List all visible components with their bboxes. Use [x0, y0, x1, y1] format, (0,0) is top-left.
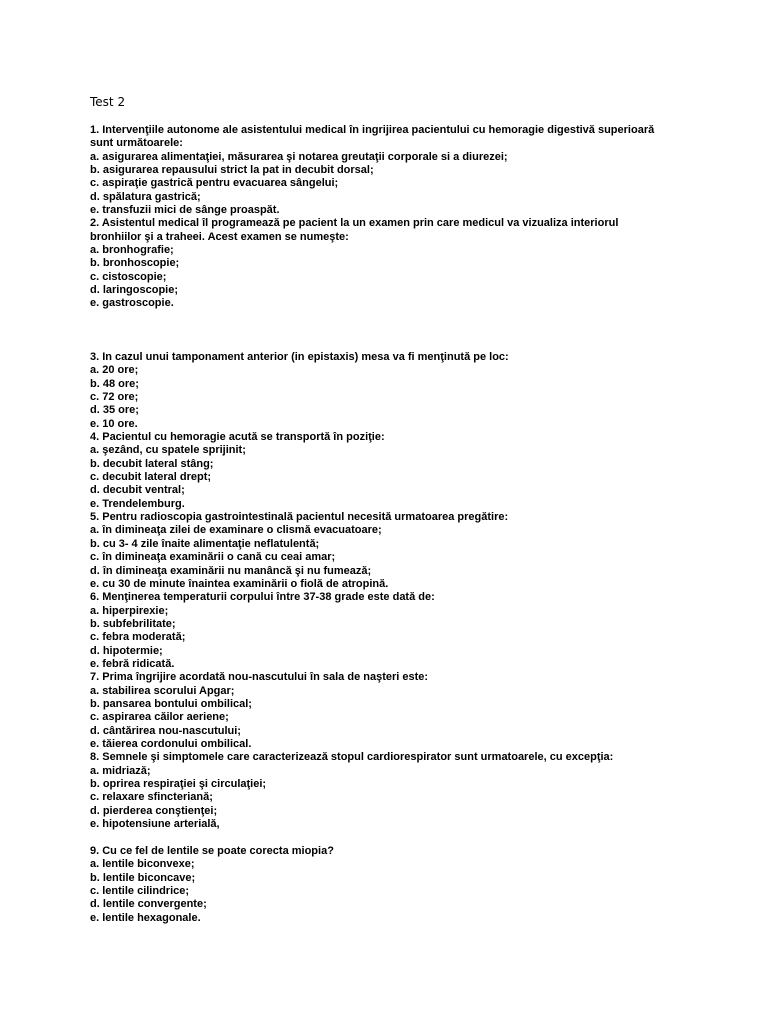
- answer-option: bronhiilor şi a traheei. Acest examen se numeşte:: [90, 230, 349, 243]
- answer-option: c. lentile cilindrice;: [90, 885, 190, 898]
- answer-option: b. lentile biconcave;: [90, 871, 196, 884]
- answer-option: c. 72 ore;: [90, 391, 139, 404]
- answer-option: b. oprirea respiraţiei şi circulaţiei;: [90, 778, 267, 790]
- question-text: 8. Semnele şi simptomele care caracterizează stopul cardiorespirator sunt urmatoarele, cu excepţia:: [90, 751, 614, 764]
- answer-option: b. 48 ore;: [90, 377, 139, 390]
- question-text: 4. Pacientul cu hemoragie acută se transportă în poziţie:: [90, 431, 385, 444]
- answer-option: d. hipotermie;: [90, 644, 163, 657]
- answer-option: a. bronhografie;: [90, 244, 174, 257]
- answer-option: a. 20 ore;: [90, 364, 139, 377]
- answer-option: b. pansarea bontului ombilical;: [90, 697, 252, 710]
- answer-option: e. 10 ore.: [90, 417, 138, 430]
- answer-option: c. decubit lateral drept;: [90, 471, 212, 484]
- answer-option: e. gastroscopie.: [90, 297, 174, 310]
- question-text: 2. Asistentul medical îl programează pe pacient la un examen prin care medicul va vizualiza interiorul: [90, 217, 619, 230]
- answer-option: d. pierderea conştienţei;: [90, 804, 218, 817]
- answer-option: c. aspirarea căilor aeriene;: [90, 711, 229, 724]
- answer-option: d. decubit ventral;: [90, 484, 185, 497]
- answer-option: e. febră ridicată.: [90, 657, 175, 670]
- answer-option: a. midriază;: [90, 764, 151, 777]
- answer-option: e. hipotensiune arterială,: [90, 818, 220, 831]
- answer-option: e. transfuzii mici de sânge proaspăt.: [90, 204, 280, 217]
- answer-option: e. cu 30 de minute înaintea examinării o fiolă de atropină.: [90, 577, 389, 590]
- answer-option: c. aspiraţie gastrică pentru evacuarea sângelui;: [90, 177, 339, 190]
- answer-option: b. cu 3- 4 zile înaite alimentaţie neflatulentă;: [90, 537, 320, 550]
- answer-option: c. cistoscopie;: [90, 270, 167, 283]
- answer-option: c. febra moderată;: [90, 631, 186, 644]
- answer-option: d. în dimineaţa examinării nu manâncă şi nu fumează;: [90, 564, 372, 577]
- question-text: 7. Prima îngrijire acordată nou-nascutului în sala de naşteri este:: [90, 671, 429, 684]
- questions-block-1: [90, 124, 690, 311]
- answer-option: sunt următoarele:: [90, 137, 183, 150]
- answer-option: a. hiperpirexie;: [90, 604, 169, 617]
- answer-option: b. asigurarea repausului strict la pat in decubit dorsal;: [90, 164, 374, 177]
- answer-option: d. cântărirea nou-nascutului;: [90, 724, 241, 737]
- answer-option: d. laringoscopie;: [90, 284, 179, 297]
- answer-option: a. lentile biconvexe;: [90, 858, 195, 871]
- answer-option: d. spălatura gastrică;: [90, 190, 201, 203]
- answer-option: e. tăierea cordonului ombilical.: [90, 737, 252, 750]
- answer-option: d. lentile convergente;: [90, 898, 207, 911]
- question-text: 5. Pentru radioscopia gastrointestinală pacientul necesită urmatoarea pregătire:: [90, 511, 509, 524]
- answer-option: a. şezând, cu spatele sprijinit;: [90, 444, 246, 457]
- question-text: 1. Intervenţiile autonome ale asistentului medical în ingrijirea pacientului cu hemoragie digestivă superioară: [90, 124, 655, 136]
- answer-option: c. în dimineaţa examinării o cană cu ceai amar;: [90, 551, 336, 564]
- questions-block-2: [90, 351, 690, 831]
- answer-option: d. 35 ore;: [90, 404, 139, 417]
- page-title: Test 2: [90, 95, 126, 109]
- answer-option: b. bronhoscopie;: [90, 257, 180, 270]
- answer-option: b. subfebrilitate;: [90, 617, 176, 630]
- question-text: 3. In cazul unui tamponament anterior (in epistaxis) mesa va fi menţinută pe loc:: [90, 351, 509, 363]
- answer-option: e. Trendelemburg.: [90, 497, 185, 510]
- question-text: 9. Cu ce fel de lentile se poate corecta miopia?: [90, 845, 334, 857]
- answer-option: b. decubit lateral stâng;: [90, 457, 214, 470]
- answer-option: a. în dimineaţa zilei de examinare o clismă evacuatoare;: [90, 524, 382, 537]
- answer-option: e. lentile hexagonale.: [90, 911, 201, 924]
- question-text: 6. Menţinerea temperaturii corpului între 37-38 grade este dată de:: [90, 591, 435, 604]
- answer-option: a. stabilirea scorului Apgar;: [90, 684, 235, 697]
- answer-option: a. asigurarea alimentaţiei, măsurarea şi notarea greutaţii corporale si a diurezei;: [90, 150, 508, 163]
- questions-block-3: [90, 845, 690, 925]
- answer-option: c. relaxare sfincteriană;: [90, 791, 213, 804]
